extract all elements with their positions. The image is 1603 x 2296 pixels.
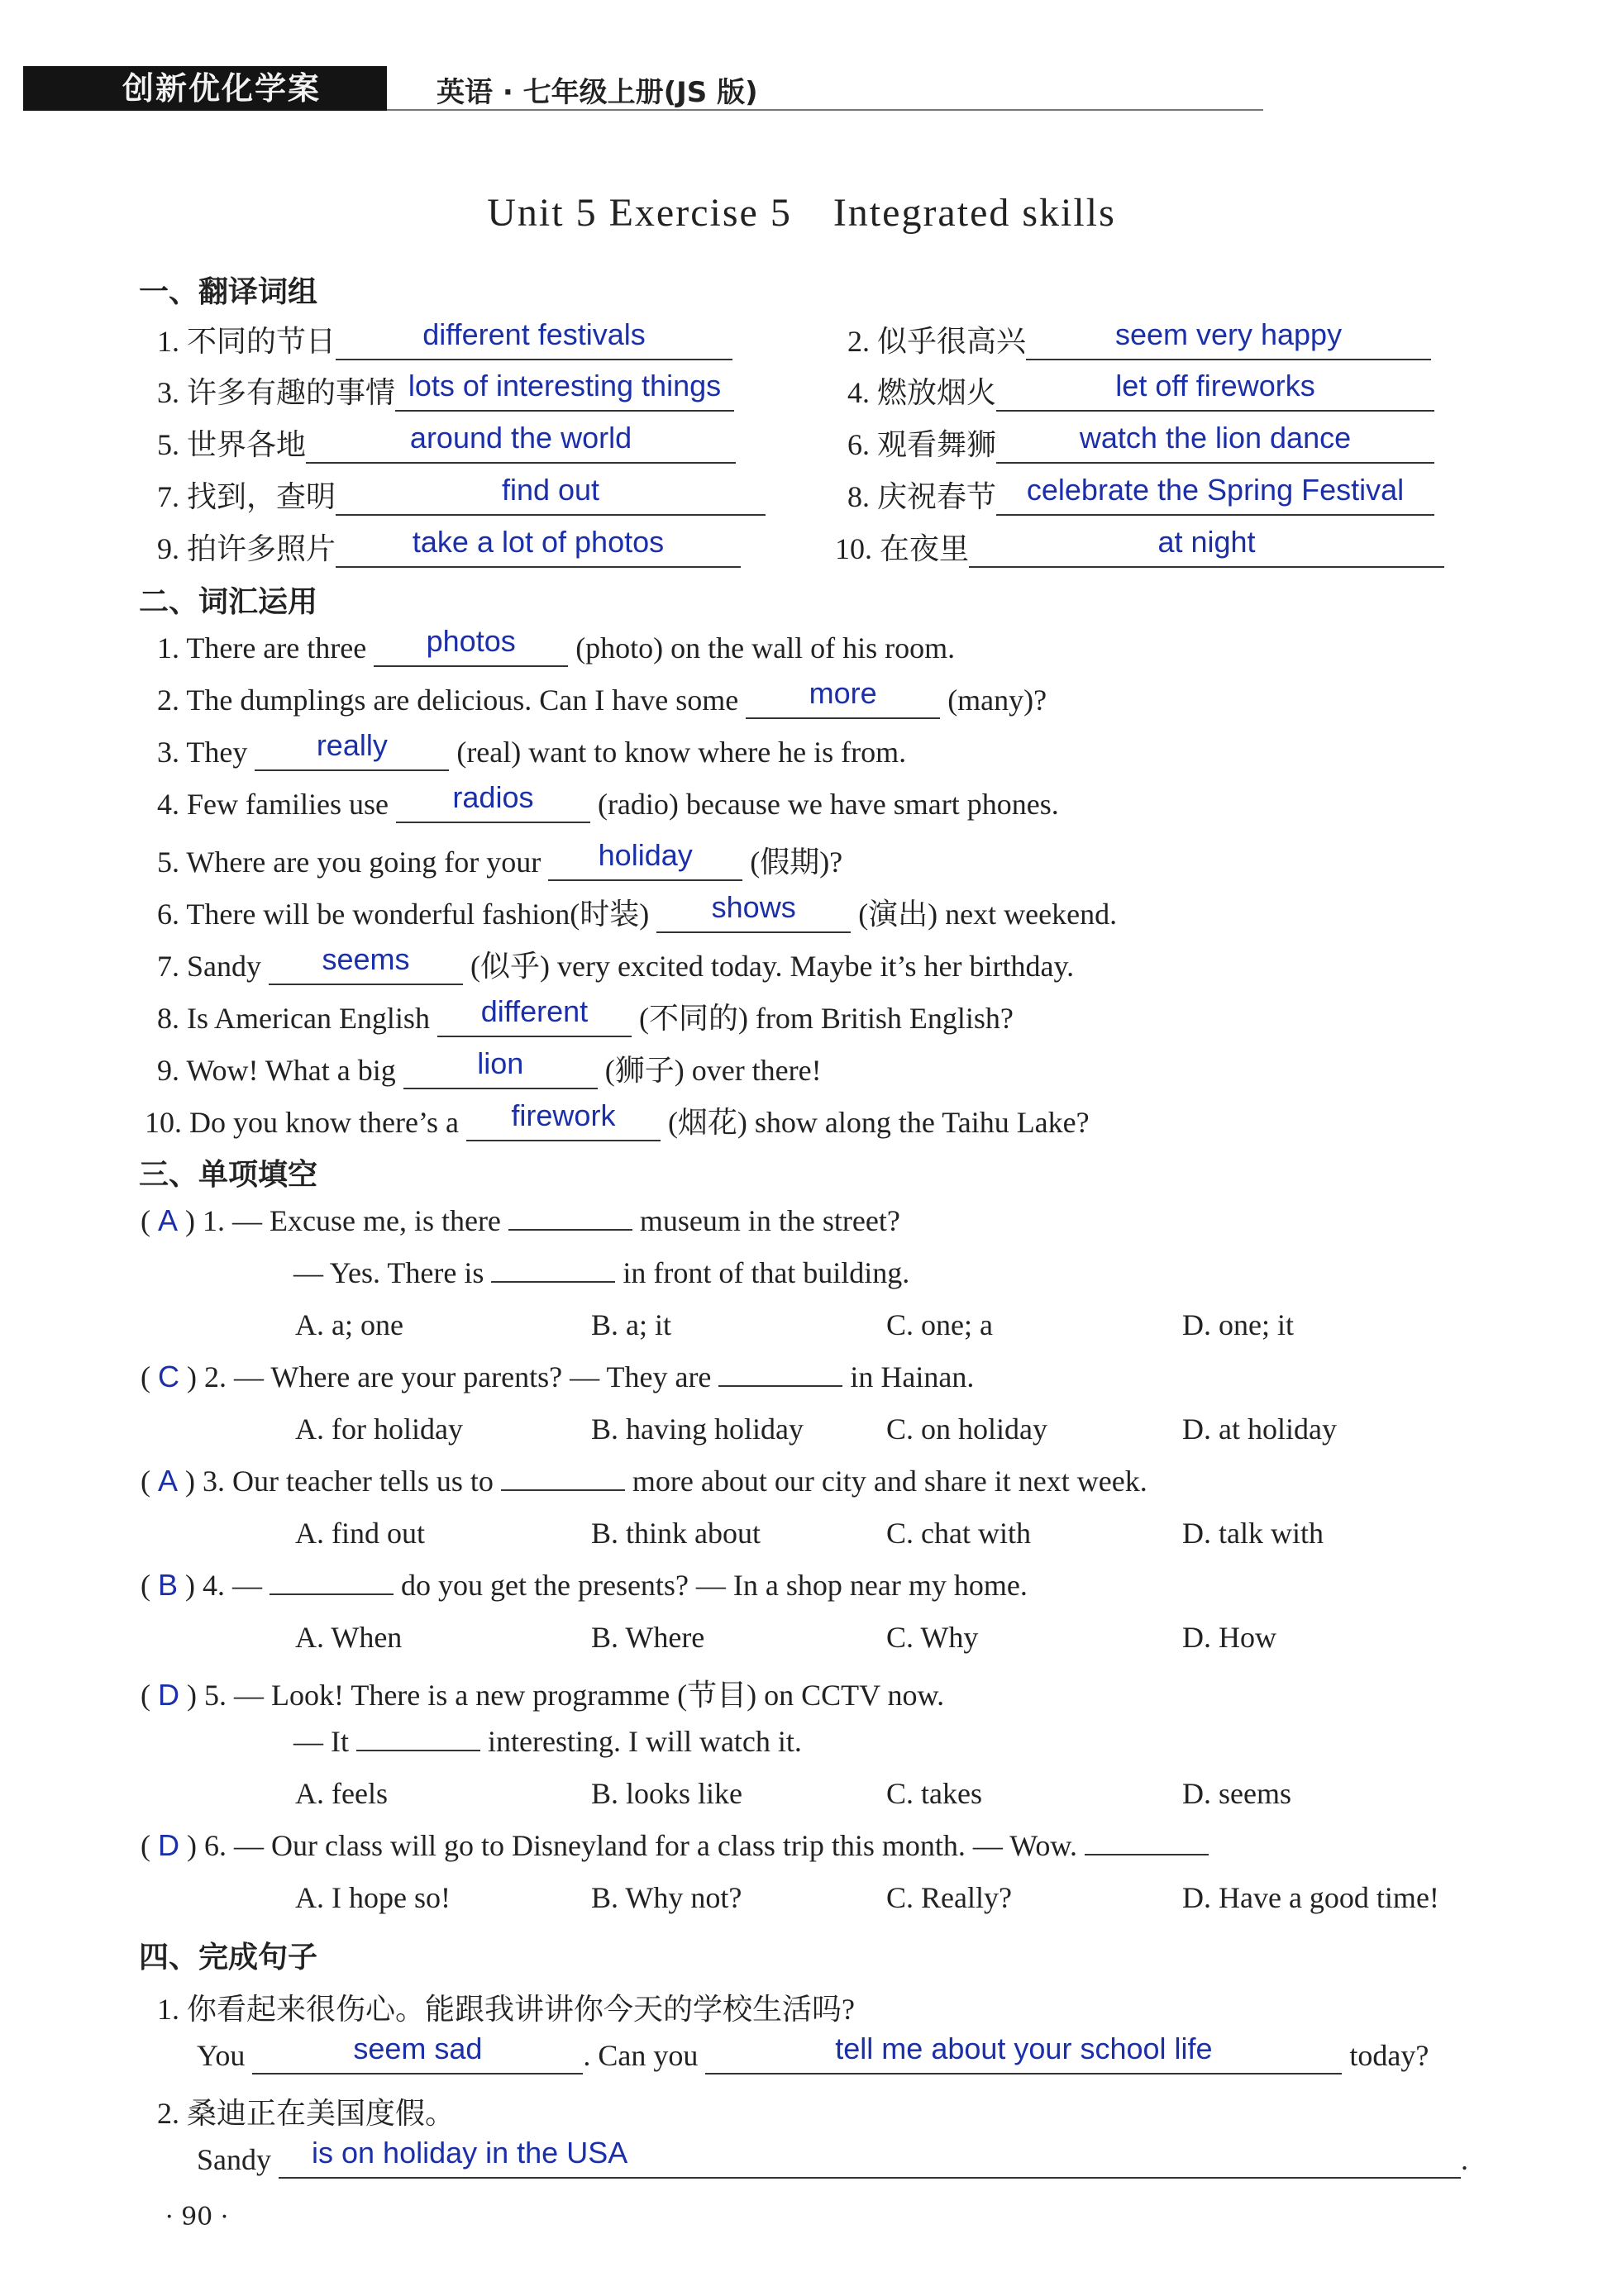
page-title: Unit 5 Exercise 5 Integrated skills [487,191,1116,235]
part2-item-4: 4. Few families use radios (radio) because we have smart phones. [157,787,1059,823]
answer-blank [508,1229,632,1231]
option-b: B. Where [591,1621,705,1654]
part2-item-8: 8. Is American English different (不同的) from British English? [157,995,1014,1037]
mcq-answer: C [158,1360,179,1393]
header-divider [387,109,1263,111]
part2-item-1: 1. There are three photos (photo) on the wall of his room. [157,631,955,667]
section-heading-4: 四、完成句子 [139,1941,318,1974]
part1-item-4: 4. 燃放烟火 let off fireworks [847,369,1434,412]
part2-item-2: 2. The dumplings are delicious. Can I have some more (many)? [157,683,1047,719]
option-c: C. chat with [886,1517,1031,1550]
answer-blank [356,1750,480,1751]
part1-item-10: 10. 在夜里 at night [835,526,1444,568]
mcq-answer: B [158,1568,179,1602]
section-heading-1: 一、翻译词组 [139,275,318,309]
option-c: C. Why [886,1621,979,1654]
answer-blank: photos [374,631,568,667]
section-heading-2: 二、词汇运用 [139,585,318,619]
option-d: D. How [1182,1621,1276,1654]
brand-logo: 创新优化学案 [23,66,387,111]
answer-blank: celebrate the Spring Festival [996,479,1434,516]
option-b: B. looks like [591,1777,743,1810]
mcq-answer: D [158,1678,179,1712]
mcq-answer: A [158,1464,179,1498]
option-d: D. talk with [1182,1517,1324,1550]
option-b: B. a; it [591,1308,671,1341]
part1-item-6: 6. 观看舞狮 watch the lion dance [847,422,1434,464]
option-b: B. think about [591,1517,761,1550]
option-a: A. When [295,1621,403,1654]
mcq-item-6: ( D ) 6. — Our class will go to Disneyland for a class trip this month. — Wow. [141,1828,1209,1863]
option-a: A. find out [295,1517,425,1550]
answer-blank: lion [403,1053,598,1089]
answer-blank: is on holiday in the USA [279,2142,1461,2179]
page-number: · 90 · [165,2203,229,2232]
part4-item-2-prompt: 2. 桑迪正在美国度假。 [157,2097,456,2130]
part1-item-2: 2. 似乎很高兴 seem very happy [847,318,1431,360]
answer-blank: different festivals [336,324,732,360]
mcq-answer: D [158,1828,179,1862]
part1-item-9: 9. 拍许多照片 take a lot of photos [157,526,741,568]
answer-blank: watch the lion dance [996,427,1434,464]
option-c: C. one; a [886,1308,993,1341]
mcq-item-1-line-2: — Yes. There is in front of that building. [293,1256,910,1289]
mcq-item-3: ( A ) 3. Our teacher tells us to more about our city and share it next week. [141,1464,1147,1498]
answer-blank: take a lot of photos [336,531,741,568]
mcq-item-1: ( A ) 1. — Excuse me, is there museum in the street? [141,1203,900,1237]
option-d: D. seems [1182,1777,1291,1810]
part2-item-5: 5. Where are you going for your holiday (假期)? [157,839,842,881]
option-a: A. I hope so! [295,1881,451,1914]
part2-item-3: 3. They really (real) want to know where he is from. [157,735,906,771]
part4-item-2-answer: Sandy is on holiday in the USA . [197,2142,1468,2179]
option-a: A. a; one [295,1308,403,1341]
part4-item-1-prompt: 1. 你看起来很伤心。能跟我讲讲你今天的学校生活吗? [157,1993,855,2026]
part2-item-9: 9. Wow! What a big lion (狮子) over there! [157,1047,822,1089]
part1-item-3: 3. 许多有趣的事情 lots of interesting things [157,369,734,412]
subject-label: 英语 · 七年级上册(JS 版) [437,76,758,109]
mcq-item-2: ( C ) 2. — Where are your parents? — They are in Hainan. [141,1360,975,1393]
part1-item-5: 5. 世界各地 around the world [157,422,736,464]
answer-blank: lots of interesting things [395,375,734,412]
answer-blank [1085,1854,1209,1855]
answer-blank: different [437,1001,632,1037]
answer-blank: around the world [306,427,736,464]
mcq-item-4: ( B ) 4. — do you get the presents? — In a shop near my home. [141,1568,1028,1602]
part2-item-7: 7. Sandy seems (似乎) very excited today. Maybe it’s her birthday. [157,943,1074,985]
answer-blank: at night [969,531,1444,568]
option-d: D. at holiday [1182,1412,1337,1446]
mcq-item-5-line-2: — It interesting. I will watch it. [293,1725,802,1758]
option-c: C. Really? [886,1881,1012,1914]
part4-item-1-answer: You seem sad . Can you tell me about your school life today? [197,2038,1429,2074]
answer-blank [270,1593,394,1595]
answer-blank: shows [656,897,851,933]
option-a: A. feels [295,1777,388,1810]
answer-blank: seems [269,949,463,985]
answer-blank: tell me about your school life [705,2038,1342,2074]
option-b: B. having holiday [591,1412,804,1446]
part1-item-8: 8. 庆祝春节 celebrate the Spring Festival [847,474,1434,516]
part2-item-10: 10. Do you know there’s a firework (烟花) show along the Taihu Lake? [145,1099,1090,1141]
part2-item-6: 6. There will be wonderful fashion(时装) shows (演出) next weekend. [157,891,1117,933]
part1-item-1: 1. 不同的节日 different festivals [157,318,732,360]
mcq-item-5: ( D ) 5. — Look! There is a new programme (节目) on CCTV now. [141,1678,945,1712]
answer-blank: really [255,735,449,771]
mcq-answer: A [158,1203,179,1237]
option-c: C. takes [886,1777,982,1810]
answer-blank: firework [466,1105,661,1141]
option-d: D. one; it [1182,1308,1294,1341]
answer-blank [718,1385,842,1387]
answer-blank: seem very happy [1026,324,1431,360]
section-heading-3: 三、单项填空 [139,1158,318,1192]
answer-blank [491,1281,615,1283]
answer-blank: holiday [548,845,742,881]
answer-blank: seem sad [252,2038,583,2074]
part1-item-7: 7. 找到，查明 find out [157,474,766,516]
option-c: C. on holiday [886,1412,1047,1446]
option-b: B. Why not? [591,1881,742,1914]
answer-blank: more [746,683,940,719]
answer-blank: let off fireworks [996,375,1434,412]
option-a: A. for holiday [295,1412,463,1446]
answer-blank [501,1489,625,1491]
option-d: D. Have a good time! [1182,1881,1439,1914]
answer-blank: find out [336,479,766,516]
answer-blank: radios [396,787,590,823]
